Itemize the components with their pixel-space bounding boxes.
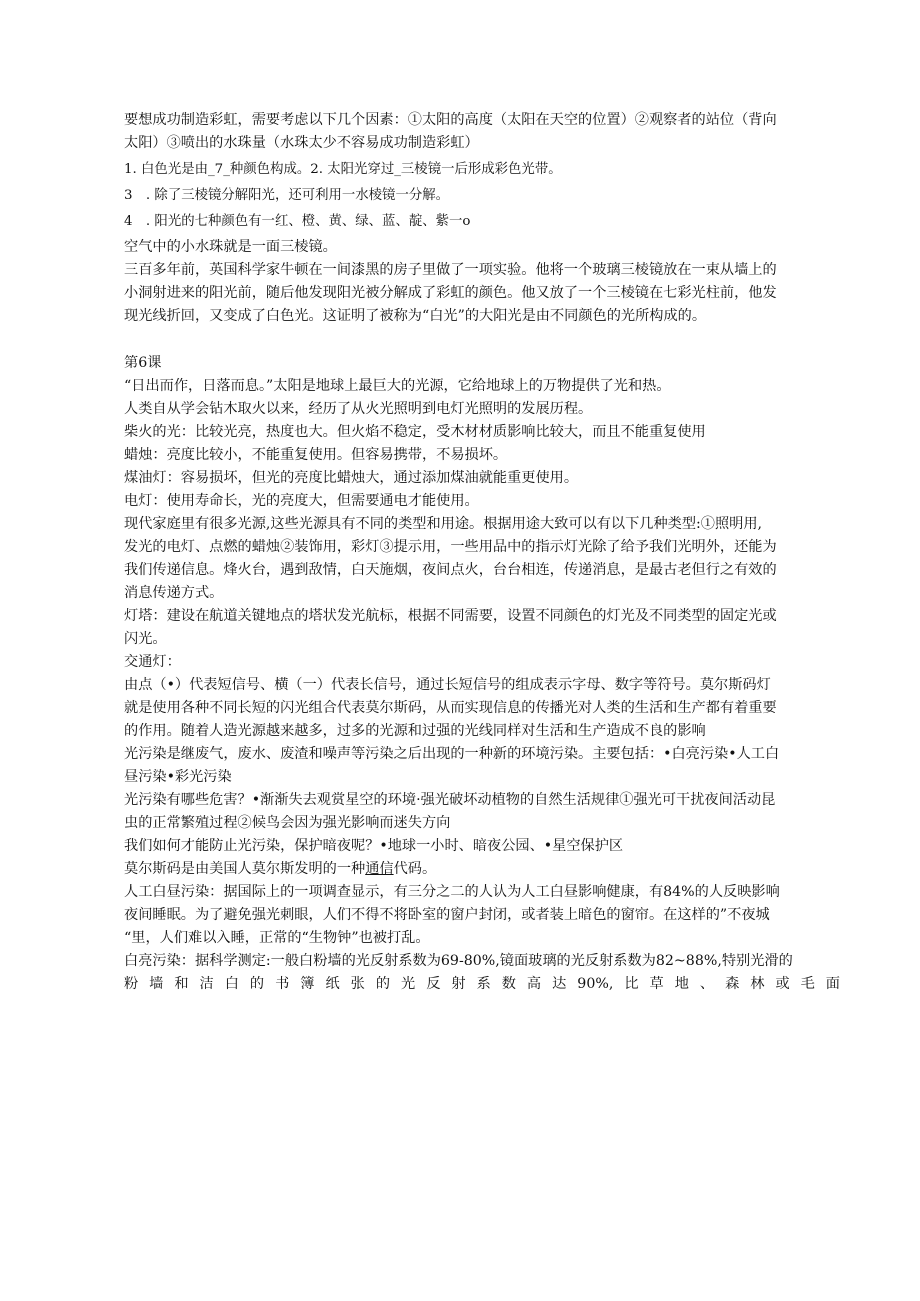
- text-line: 人工白昼污染：据国际上的一项调查显示，有三分之二的人认为人工白昼影响健康，有84%的人反映影响: [124, 884, 780, 900]
- text-line: 空气中的小水珠就是一面三棱镜。: [124, 239, 337, 255]
- text-line: 消息传递方式。: [124, 585, 224, 601]
- text-line: 我们如何才能防止光污染，保护暗夜呢？•地球一小时、暗夜公园、•星空保护区: [124, 838, 624, 854]
- text-line: 灯塔：建设在航道关键地点的塔状发光航标，根据不同需要，设置不同颜色的灯光及不同类型的固定光或: [124, 608, 777, 624]
- text-line: 光污染有哪些危害？•渐渐失去观赏星空的环境·强光破坏动植物的自然生活规律①强光可干扰夜间活动昆: [124, 792, 776, 808]
- text-line: 太阳）③喷出的水珠量（水珠太少不容易成功制造彩虹）: [124, 135, 479, 151]
- text-line: 1. 白色光是由_7_种颜色构成。2. 太阳光穿过_三棱镜一后形成彩色光带。: [124, 162, 562, 177]
- text-line: 我们传递信息。烽火台，遇到敌情，白天施烟，夜间点火，台台相连，传递消息，是最古老但行之有效的: [124, 562, 777, 578]
- text-line: 交通灯：: [124, 654, 181, 670]
- text-line: 煤油灯：容易损坏，但光的亮度比蜡烛大，通过添加煤油就能重更使用。: [124, 470, 579, 486]
- text-line: 电灯：使用寿命长，光的亮度大，但需要通电才能使用。: [124, 493, 479, 509]
- text-line: 柴火的光：比较光亮，热度也大。但火焰不稳定，受木材材质影响比较大，而且不能重复使用: [124, 424, 706, 440]
- text-line: 三百多年前，英国科学家牛顿在一间漆黑的房子里做了一项实验。他将一个玻璃三棱镜放在一束从墙上的: [124, 262, 777, 278]
- text-segment: 代码。: [393, 861, 437, 877]
- text-line: 的作用。随着人造光源越来越多，过多的光源和过强的光线同样对生活和生产造成不良的影响: [124, 723, 706, 739]
- text-line: 虫的正常繁殖过程②候鸟会因为强光影响而迷失方向: [124, 815, 451, 831]
- text-line: 发光的电灯、点燃的蜡烛②装饰用，彩灯③提示用，一些用品中的指示灯光除了给予我们光明外，还能为: [124, 539, 777, 555]
- text-line: 白亮污染：据科学测定:一般白粉墙的光反射系数为69-80%,镜面玻璃的光反射系数为82~88%,特别光滑的: [124, 953, 793, 969]
- text-line: 小洞射进来的阳光前，随后他发现阳光被分解成了彩虹的颜色。他又放了一个三棱镜在七彩光柱前，他发: [124, 285, 777, 301]
- text-line: 要想成功制造彩虹，需要考虑以下几个因素：①太阳的高度（太阳在天空的位置）②观察者的站位（背向: [124, 112, 777, 128]
- text-line: 夜间睡眠。为了避免强光刺眼，人们不得不将卧室的窗户封闭，或者装上暗色的窗帘。在这样的”不夜城: [124, 907, 770, 923]
- text-line: 人类自从学会钻木取火以来，经历了从火光照明到电灯光照明的发展历程。: [124, 401, 593, 417]
- text-line: “里，人们难以入睡，正常的“生物钟”也被打乱。: [124, 930, 430, 946]
- text-line: 昼污染•彩光污染: [124, 769, 232, 785]
- text-line: 现代家庭里有很多光源,这些光源具有不同的类型和用途。根据用途大致可以有以下几种类型:①照明用,: [124, 516, 763, 532]
- text-line: 闪光。: [124, 631, 167, 647]
- text-line: 就是使用各种不同长短的闪光组合代表莫尔斯码，从而实现信息的传播光对人类的生活和生产都有着重要: [124, 700, 777, 716]
- text-line: [124, 858, 840, 881]
- text-line: 粉墙和洁白的书簿纸张的光反射系数高达90%,比草地、森林或毛面: [124, 976, 840, 992]
- text-line: 4 . 阳光的七种颜色有一红、橙、黄、绿、蓝、靛、紫一o: [124, 214, 471, 229]
- text-line: “日出而作，日落而息。”太阳是地球上最巨大的光源，它给地球上的万物提供了光和热。: [124, 378, 671, 394]
- text-line: 光污染是继废气，废水、废渣和噪声等污染之后出现的一种新的环境污染。主要包括：•白亮污染•人工白: [124, 746, 780, 762]
- text-segment: 莫尔斯码是由美国人莫尔斯发明的一种: [124, 861, 366, 877]
- text-line: 由点（•）代表短信号、横（一）代表长信号，通过长短信号的组成表示字母、数字等符号。莫尔斯码灯: [124, 677, 771, 693]
- section-heading: 第6课: [124, 355, 162, 371]
- text-line: 现光线折回，又变成了白色光。这证明了被称为“白光”的大阳光是由不同颜色的光所构成的。: [124, 308, 707, 324]
- underlined-term: 通信: [365, 861, 394, 877]
- text-line: 蜡烛：亮度比较小，不能重复使用。但容易携带，不易损坏。: [124, 447, 508, 463]
- text-line: 3 . 除了三棱镜分解阳光，还可利用一水棱镜一分解。: [124, 188, 450, 203]
- document-body: [124, 109, 840, 996]
